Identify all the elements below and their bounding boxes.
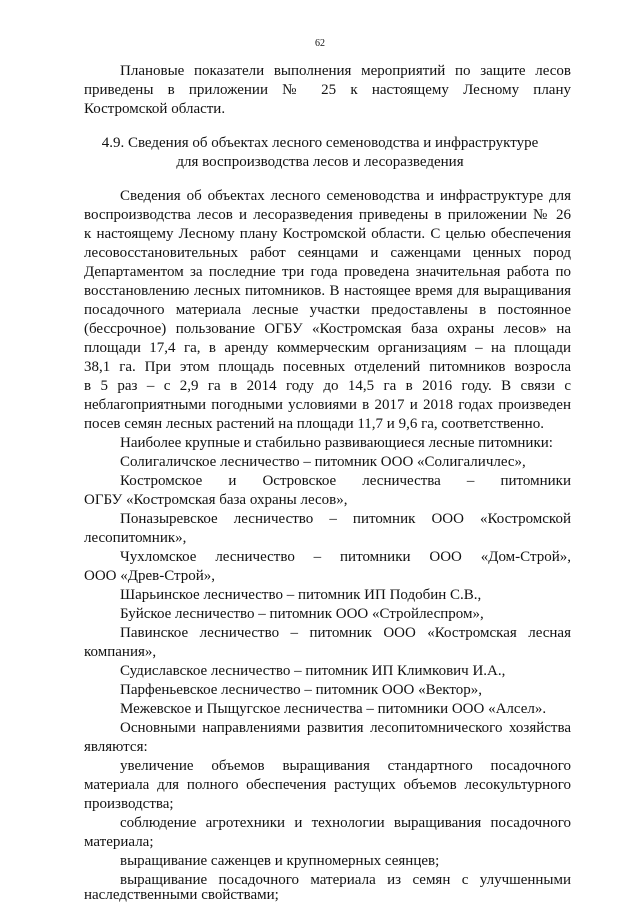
nursery-line: лесопитомник»,	[84, 530, 187, 546]
paragraph-line: в 5 раз – с 2,9 га в 2014 году до 14,5 га в 2016 году. В связи с	[84, 378, 571, 394]
directions-line: Основными направлениями развития лесопитомнического хозяйства	[120, 720, 571, 736]
nursery-line: компания»,	[84, 644, 157, 660]
directions-line: выращивание саженцев и крупномерных сеянцев;	[120, 853, 440, 869]
paragraph-line: воспроизводства лесов и лесоразведения приведены в приложении № 26	[84, 207, 571, 223]
paragraph-line: Департаментом за последние три года проведена значительная работа по	[84, 264, 571, 280]
nursery-line: ООО «Древ-Строй»,	[84, 568, 216, 584]
nursery-line: Наиболее крупные и стабильно развивающиеся лесные питомники:	[120, 435, 553, 451]
nursery-line: Межевское и Пыщугское лесничества – питомники ООО «Алсел».	[120, 701, 547, 717]
paragraph-line: к настоящему Лесному плану Костромской области. С целью обеспечения	[84, 226, 571, 242]
directions-line: являются:	[84, 739, 148, 755]
paragraph-line: восстановлению лесных питомников. В настоящее время для выращивания	[84, 283, 571, 299]
directions-line: соблюдение агротехники и технологии выращивания посадочного	[120, 815, 571, 831]
paragraph-line: площади 17,4 га, в аренду коммерческим организациям – на площади	[84, 340, 571, 356]
paragraph-line: лесовосстановительных работ сеянцами и саженцами ценных пород	[84, 245, 571, 261]
nursery-line: Судиславское лесничество – питомник ИП Климкович И.А.,	[120, 663, 506, 679]
paragraph-line: (бессрочное) пользование ОГБУ «Костромская база охраны лесов» на	[84, 321, 571, 337]
paragraph-line: посадочного материала лесные участки предоставлены в постоянное	[84, 302, 571, 318]
paragraph-line: Сведения об объектах лесного семеноводства и инфраструктуре для	[120, 188, 571, 204]
paragraph-line: 38,1 га. При этом площадь посевных отделений питомников возросла	[84, 359, 571, 375]
nursery-line: Павинское лесничество – питомник ООО «Костромская лесная	[120, 625, 571, 641]
paragraph-line: неблагоприятными погодными условиями в 2017 и 2018 годах произведен	[84, 397, 571, 413]
directions-line: увеличение объемов выращивания стандартного посадочного	[120, 758, 571, 774]
nursery-line: Чухломское лесничество – питомники ООО «Дом-Строй»,	[120, 549, 571, 565]
directions-line: материала для полного обеспечения растущих объемов лесокультурного	[84, 777, 571, 793]
nursery-line: Буйское лесничество – питомник ООО «Стройлеспром»,	[120, 606, 484, 622]
page-number: 62	[315, 38, 325, 49]
intro-line: приведены в приложении № 25 к настоящему Лесному плану	[84, 82, 571, 98]
section-heading: 4.9. Сведения об объектах лесного семеноводства и инфраструктуре	[101, 135, 539, 151]
nursery-line: Шарьинское лесничество – питомник ИП Подобин С.В.,	[120, 587, 482, 603]
nursery-line: Парфеньевское лесничество – питомник ООО «Вектор»,	[120, 682, 482, 698]
nursery-line: Солигаличское лесничество – питомник ООО «Солигаличлес»,	[120, 454, 526, 470]
paragraph-line: посев семян лесных растений на площади 11,7 и 9,6 га, соответственно.	[84, 416, 544, 432]
section-heading: для воспроизводства лесов и лесоразведения	[176, 154, 464, 170]
intro-line: Костромской области.	[84, 101, 226, 117]
directions-line: наследственными свойствами;	[84, 887, 279, 903]
intro-line: Плановые показатели выполнения мероприятий по защите лесов	[120, 63, 571, 79]
nursery-line: Костромское и Островское лесничества – питомники	[120, 473, 571, 489]
nursery-line: Поназыревское лесничество – питомник ООО «Костромской	[120, 511, 571, 527]
directions-line: материала;	[84, 834, 154, 850]
nursery-line: ОГБУ «Костромская база охраны лесов»,	[84, 492, 348, 508]
directions-line: производства;	[84, 796, 174, 812]
directions-line: выращивание посадочного материала из семян с улучшенными	[120, 872, 571, 888]
